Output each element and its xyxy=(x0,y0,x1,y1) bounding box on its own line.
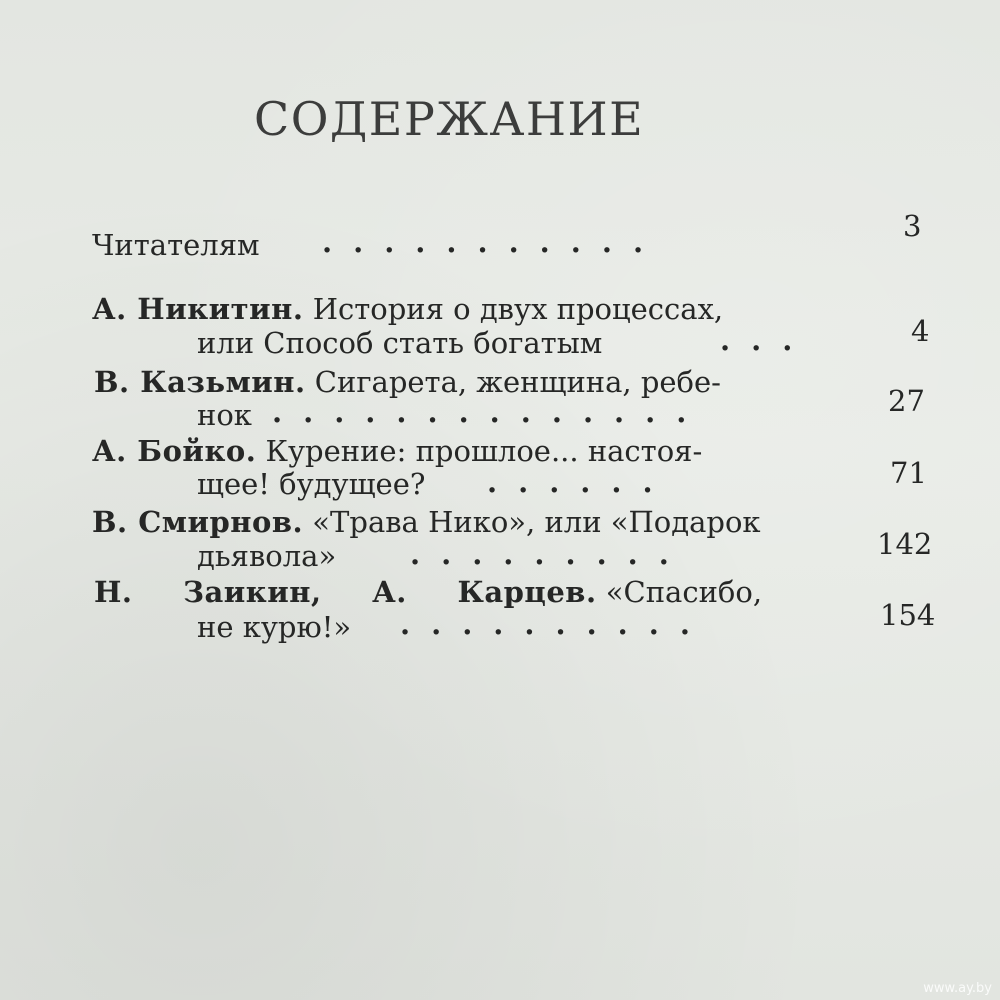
page-number: 154 xyxy=(880,598,936,632)
leader-dots: .......... xyxy=(400,607,711,641)
entry-title-cont: дьявола» xyxy=(197,539,337,573)
entry-title-cont: нок xyxy=(197,398,252,432)
leader-dots: ...... xyxy=(487,465,674,499)
page-number: 71 xyxy=(890,456,927,490)
entry-author: В. Смирнов. xyxy=(92,505,304,539)
toc-entry-readers xyxy=(92,227,260,263)
entry-title-cont: или Способ стать богатым xyxy=(197,326,603,360)
toc-entry-nikitin xyxy=(92,291,723,327)
toc-entry-nikitin-cont xyxy=(197,325,602,361)
page-number: 27 xyxy=(888,384,925,418)
entry-title-cont: не курю!» xyxy=(197,610,352,644)
entry-title: История о двух процессах, xyxy=(303,292,724,326)
entry-title: Читателям xyxy=(92,228,260,262)
entry-author: А. Бойко. xyxy=(92,434,257,468)
entry-author: В. Казьмин. xyxy=(94,365,306,399)
page-number: 142 xyxy=(877,527,933,561)
entry-title: Курение: прошлое... настоя- xyxy=(256,434,703,468)
leader-dots: ........... xyxy=(322,225,665,259)
watermark: www.ay.by xyxy=(923,981,992,996)
entry-title: «Спасибо, xyxy=(596,575,763,609)
toc-entry-smirnov xyxy=(92,504,761,540)
page-number: 4 xyxy=(911,314,930,348)
leader-dots: .............. xyxy=(272,395,708,429)
leader-dots: ... xyxy=(720,323,814,357)
toc-entry-boyko-cont xyxy=(197,466,425,502)
toc-entry-smirnov-cont xyxy=(197,538,336,574)
toc-entry-zaikin-kartsev-cont xyxy=(197,609,351,645)
entry-author: Н. Заикин, А. Карцев. xyxy=(94,575,597,609)
entry-title: Сигарета, женщина, ребе- xyxy=(305,365,721,399)
entry-author: А. Никитин. xyxy=(92,292,304,326)
page-title: СОДЕРЖАНИЕ xyxy=(254,92,645,146)
toc-entry-zaikin-kartsev xyxy=(94,574,762,610)
leader-dots: ......... xyxy=(410,537,690,571)
entry-title-cont: щее! будущее? xyxy=(197,467,426,501)
toc-entry-kazmin-cont xyxy=(197,397,252,433)
page-number: 3 xyxy=(903,209,922,243)
entry-title: «Трава Нико», или «Подарок xyxy=(303,505,761,539)
